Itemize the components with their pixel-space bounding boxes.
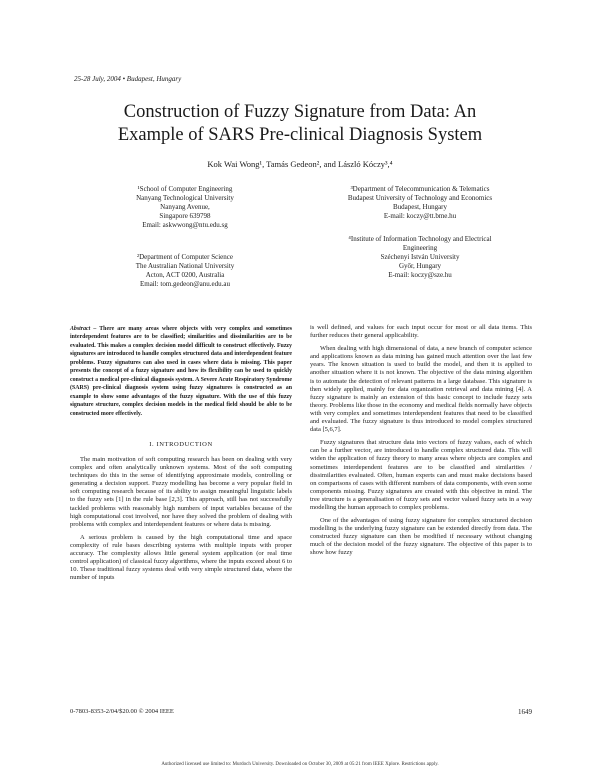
affiliation-bme (310, 185, 530, 221)
abstract-label: Abstract – (70, 326, 97, 332)
abstract-text: There are many areas where objects with very complex and sometimes interdependent features are to be classified; similarities and dissimilarities are to be evaluated. This makes a complex decision model difficult to construct effectively. Fuzzy signatures are introduced to handle complex structured data and interdependent feature problems. Fuzzy signatures can also used in cases where data is missing. This paper presents the concept of a fuzzy signature and how its flexibility can be used to quickly construct a medical pre-clinical diagnosis system. A Severe Acute Respiratory Syndrome (SARS) pre-clinical diagnosis system using fuzzy signatures is constructed as an example to show some advantages of the fuzzy signature. With the use of this fuzzy signature structure, complex decision models in the medical field should be able to be constructed more effectively. (70, 326, 292, 417)
affiliation-line: Singapore 639798 (159, 212, 211, 220)
affiliation-ntu (90, 185, 280, 230)
affiliation-line: Nanyang Avenue, (160, 203, 210, 211)
affiliation-line: Acton, ACT 0200, Australia (145, 271, 225, 279)
footer-isbn: 0-7803-8353-2/04/$20.00 © 2004 IEEE (70, 708, 174, 715)
right-column-body (310, 324, 532, 563)
paragraph: One of the advantages of using fuzzy signature for complex structured decision modelling is the underlying fuzzy signature can be extended directly from data. The constructed fuzzy signature can then be modified if necessary without changing much of the decision model of the fuzzy signature. The objective of this paper is to show how fuzzy (310, 517, 532, 557)
affiliation-email: E-mail: koczy@tt.bme.hu (383, 212, 457, 220)
paragraph: A serious problem is caused by the high computational time and space complexity of rule bases describing systems with multiple inputs with proper accuracy. The complexity allows little general system application (or real time control application) of classical fuzzy algorithms, where the inputs exceed about 6 to 10. These traditional fuzzy systems deal with very simple structured data, where the number of inputs (70, 533, 292, 582)
affiliation-line: ²Department of Computer Science (137, 253, 233, 261)
title-line-1: Construction of Fuzzy Signature from Data: An (123, 102, 477, 122)
affiliation-line: Budapest University of Technology and Economics (347, 194, 493, 202)
paragraph: The main motivation of soft computing research has been on dealing with very complex and often analytically unknown systems. Most of the soft computing techniques do this in the sense of identifying approximate models, controlling or generating a decision support. Fuzzy modelling has become a very popular field in soft computing research because of its ability to assign meaningful linguistic labels to the fuzzy sets [1] in the rule base [2,3]. This approach, still has not successfully tackled problems with reasonably high numbers of input variables because of the high computational cost involved, nor have they solved the problem of dealing with problems with complex and interdependent features or where data is missing. (70, 456, 292, 528)
affiliation-line: Budapest, Hungary (392, 203, 448, 211)
paper-title (40, 101, 560, 147)
page-number: 1649 (518, 708, 532, 716)
author-list: Kok Wai Wong¹, Tamás Gedeon², and László Kóczy³,⁴ (207, 159, 393, 169)
affiliation-email: Email: askwwong@ntu.edu.sg (142, 221, 228, 229)
affiliation-line: ⁴Institute of Information Technology and Electrical (348, 235, 492, 243)
license-notice: Authorized licensed use limited to: Murdoch University. Downloaded on October 30, 2009 at 05:21 from IEEE Xplore. Restrictions apply. (161, 762, 439, 767)
left-column-body (70, 456, 292, 587)
affiliation-line: The Australian National University (135, 262, 235, 270)
affiliation-line: ³Department of Telecommunication & Telematics (350, 185, 490, 193)
affiliation-anu (90, 253, 280, 289)
paragraph: Fuzzy signatures that structure data into vectors of fuzzy values, each of which can be a further vector, are introduced to handle complex structured data. This will widen the application of fuzzy theory to many areas where objects are complex and sometimes interdependent features are to be classified and similarities / dissimilarities evaluated. Often, human experts can and must make decisions based on comparisons of cases with different numbers of data components, with even some components missing. Fuzzy signatures are created with this objective in mind. The tree structure is a generalisation of fuzzy sets and vector valued fuzzy sets in a way modelling the human approach to complex problems. (310, 439, 532, 511)
affiliation-line: Széchenyi István University (380, 253, 460, 261)
affiliation-line: Győr, Hungary (398, 262, 442, 270)
conference-header: 25-28 July, 2004 • Budapest, Hungary (74, 75, 182, 83)
affiliation-email: E-mail: koczy@sze.hu (388, 271, 452, 279)
affiliation-line: Nanyang Technological University (136, 194, 234, 202)
abstract (70, 325, 292, 418)
paragraph: When dealing with high dimensional of data, a new branch of computer science and applications known as data mining has gained much attention over the last few years. The known situation is used to build the model, and then it is applied to another situation where it is not known. The objective of the data mining algorithm is to automate the detection of relevant patterns in a large database. This signature is then widely applied, mainly for data organization retrieval and data mining [4]. A fuzzy signature is mainly an extension of this basic concept to include fuzzy sets theory. Problems like those in the economy and medical fields normally have objects with very complex and sometimes interdependent features that need to be classified and evaluated. The fuzzy signature is thus introduced to model complex structured data [5,6,7]. (310, 345, 532, 434)
affiliation-email: Email: tom.gedeon@anu.edu.au (139, 280, 231, 288)
affiliation-line: Engineering (402, 244, 438, 252)
paragraph: is well defined, and values for each input occur for most or all data items. This further reduces their general applicability. (310, 324, 532, 340)
section-heading-introduction: I. INTRODUCTION (149, 441, 213, 448)
affiliation-sze (310, 235, 530, 280)
affiliation-line: ¹School of Computer Engineering (137, 185, 233, 193)
title-line-2: Example of SARS Pre-clinical Diagnosis System (117, 125, 483, 145)
